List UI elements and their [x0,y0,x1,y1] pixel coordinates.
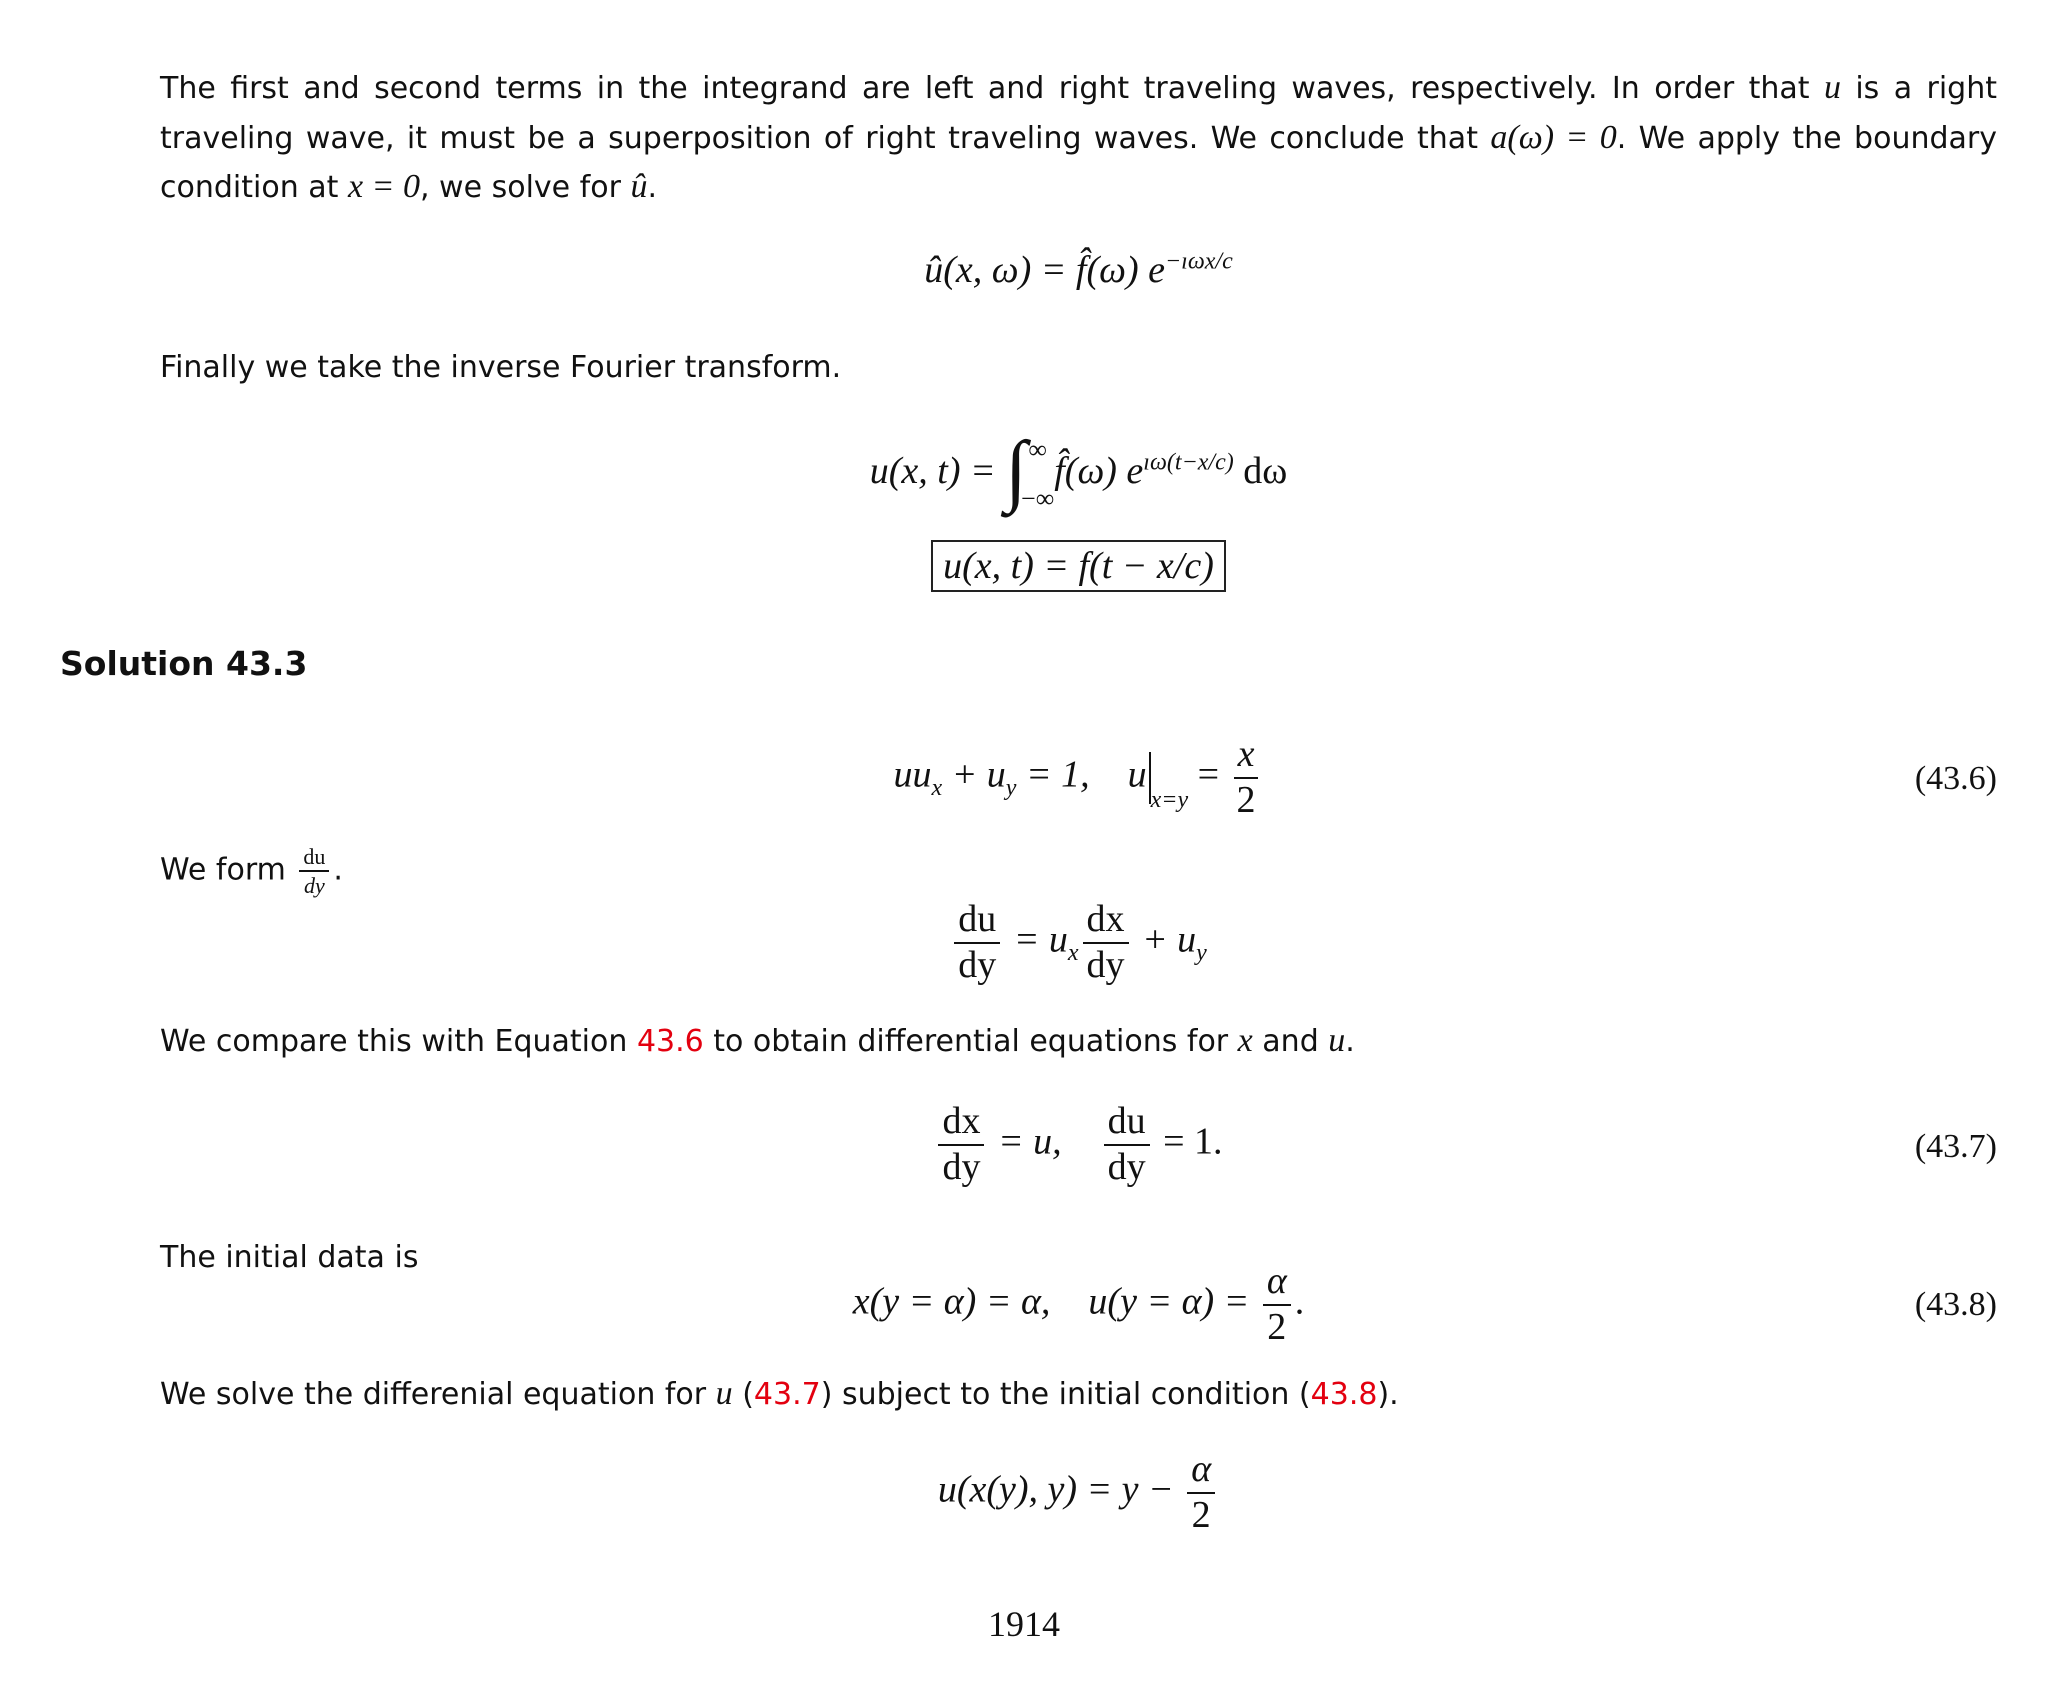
math-u: u [1823,69,1841,106]
paragraph-we-form [160,845,1997,897]
numerator: x [1234,735,1259,779]
math-x: x [1237,1022,1253,1059]
eq-lhs: û(x, ω) = [924,249,1076,291]
eq-part: x(y = α) = α, u(y = α) = [852,1280,1259,1323]
eq-condition: x=y [1150,787,1189,814]
eq-part: = [1188,753,1229,796]
page-number: 1914 [988,1604,1060,1644]
denominator: dy [304,873,325,899]
section-heading: Solution 43.3 [60,644,308,683]
fraction [1263,1262,1291,1348]
denominator: dy [958,943,997,986]
fraction [1233,735,1260,821]
paragraph-initial-data: The initial data is [160,1240,419,1275]
eq-part: + u [942,753,1006,796]
numerator: α [1187,1450,1215,1494]
eq-differential: dω [1233,450,1288,493]
integral-sign-icon: ∫ [1005,425,1028,514]
lower-limit: −∞ [1021,484,1055,514]
text: ). [1377,1377,1399,1412]
numerator: dx [938,1102,984,1146]
denominator: 2 [1236,778,1256,821]
eq-sub: x [1067,940,1079,967]
numerator: dx [1083,900,1129,944]
text: ( [732,1377,754,1412]
equation-uhat [160,248,1997,292]
upper-limit: ∞ [1028,435,1047,464]
math-uhat: û [630,168,648,205]
fraction [938,1102,984,1188]
eq-part: + u [1132,918,1197,961]
math-a-omega: a(ω) = 0 [1490,118,1617,156]
eq-lhs: u(x, t) = [869,450,1006,493]
denominator: dy [1086,943,1125,986]
text: . [333,852,343,888]
text: ) subject to the initial condition ( [820,1377,1311,1412]
equation-number-43-8: (43.8) [1914,1286,1997,1323]
paragraph-traveling-waves [160,64,1997,213]
eq-exponent: −ıωx/c [1164,248,1233,275]
equation-link-43-7[interactable]: 43.7 [753,1377,821,1412]
denominator: dy [942,1145,981,1188]
denominator: 2 [1267,1305,1287,1348]
text: We compare this with Equation [160,1024,637,1059]
paragraph-finally: Finally we take the inverse Fourier transform. [160,350,842,385]
equation-number-43-7: (43.7) [1914,1128,1997,1165]
text: We form [160,852,296,888]
text: to obtain differential equations for [703,1024,1238,1059]
fraction [1187,1450,1215,1536]
equation-du-dy [160,900,1997,986]
eq-part: uu [893,753,932,796]
eq-integrand: f̂(ω) e [1054,450,1144,493]
numerator: α [1263,1262,1291,1306]
equation-link-43-6[interactable]: 43.6 [636,1024,704,1059]
text: We solve the differenial equation for [160,1377,716,1412]
text: . [1345,1024,1355,1059]
eq-part: = 1. [1153,1120,1223,1163]
equation-43-8 [160,1262,1997,1348]
eq-part: = u [1004,918,1068,961]
math-x0: x = 0 [347,168,420,205]
fraction [1104,1102,1150,1188]
paragraph-solve [160,1370,1997,1420]
eq-part: = 1, u [1016,753,1147,796]
eq-part: . [1294,1280,1305,1323]
fraction [954,900,1000,986]
math-u: u [1328,1022,1346,1059]
equation-43-6 [160,735,1997,821]
equation-43-7 [160,1102,1997,1188]
eq-exponent: ıω(t−x/c) [1143,449,1234,476]
eq-part: = u, [988,1120,1100,1163]
equation-number-43-6: (43.6) [1914,760,1997,797]
eq-part: u(x(y), y) = y − [937,1468,1184,1511]
fraction [1083,900,1129,986]
denominator: 2 [1191,1493,1211,1536]
numerator: du [299,845,329,872]
eq-sub: y [1005,775,1017,802]
paragraph-compare [160,1017,1997,1067]
text: , we solve for [419,170,631,205]
equation-integral [160,425,1997,524]
eq-sub: x [931,775,943,802]
numerator: du [954,900,1000,944]
denominator: dy [1107,1145,1146,1188]
equation-link-43-8[interactable]: 43.8 [1310,1377,1378,1412]
eq-sub: y [1196,940,1207,967]
math-u: u [715,1375,733,1412]
equation-final [160,1450,1997,1536]
text: is a right traveling wave, it must be a superposition of right traveling waves. We conclude that [160,71,1997,156]
result-box [931,540,1226,592]
text: . We apply the boundary condition at [160,120,1997,205]
equation-boxed-result [160,540,1997,592]
boxed-text: u(x, t) = f(t − x/c) [943,545,1214,587]
fraction-du-dy [299,845,329,897]
text: and [1252,1024,1329,1059]
text: . [647,170,657,205]
text: The first and second terms in the integrand are left and right traveling waves, respectively. In order that [160,71,1824,106]
numerator: du [1104,1102,1150,1146]
eq-rhs: f̂(ω) e [1075,249,1165,291]
